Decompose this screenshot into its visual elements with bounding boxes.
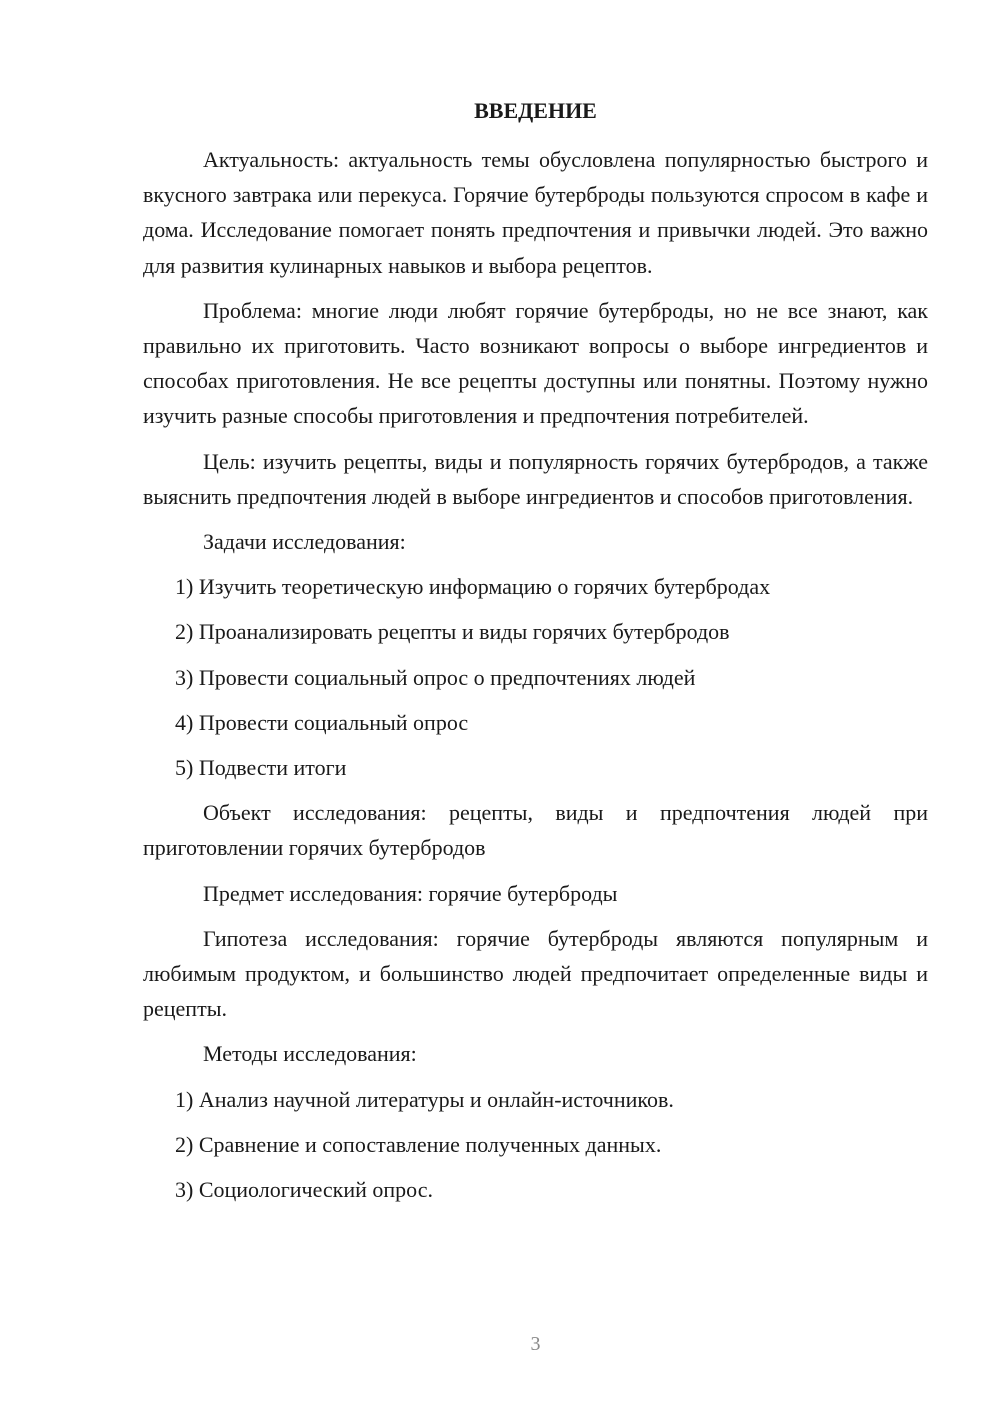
document-body (143, 142, 928, 1217)
object-paragraph: Объект исследования: рецепты, виды и предпочтения людей при приготовлении горячих бутербродов (143, 800, 928, 861)
method-item-2: 2) Сравнение и сопоставление полученных данных. (175, 1131, 662, 1157)
problem-paragraph: Проблема: многие люди любят горячие бутерброды, но не все знают, как правильно их приготовить. Часто возникают вопросы о выборе ингредиентов и способах приготовления. Не все рецепты доступны или понятны. Поэтому нужно изучить разные способы приготовления и предпочтения потребителей. (143, 297, 928, 429)
page-title: ВВЕДЕНИЕ (474, 98, 597, 123)
subject-paragraph: Предмет исследования: горячие бутерброды (203, 880, 618, 906)
tasks-heading: Задачи исследования: (203, 529, 406, 555)
task-item-3: 3) Провести социальный опрос о предпочтениях людей (175, 664, 696, 690)
method-item-1: 1) Анализ научной литературы и онлайн-источников. (175, 1086, 674, 1112)
relevance-paragraph: Актуальность: актуальность темы обусловлена популярностью быстрого и вкусного завтрака или перекуса. Горячие бутерброды пользуются спросом в кафе и дома. Исследование помогает понять предпочтения и привычки людей. Это важно для развития кулинарных навыков и выбора рецептов. (143, 147, 928, 278)
hypothesis-paragraph: Гипотеза исследования: горячие бутерброды являются популярным и любимым продуктом, и большинство людей предпочитает определенные виды и рецепты. (143, 925, 928, 1022)
document-page (143, 0, 928, 1414)
page-number: 3 (530, 1333, 541, 1355)
task-item-4: 4) Провести социальный опрос (175, 709, 469, 735)
methods-heading: Методы исследования: (203, 1041, 417, 1067)
goal-paragraph: Цель: изучить рецепты, виды и популярность горячих бутербродов, а также выяснить предпочтения людей в выборе ингредиентов и способов приготовления. (143, 448, 928, 509)
task-item-1: 1) Изучить теоретическую информацию о горячих бутербродах (175, 574, 771, 600)
method-item-3: 3) Социологический опрос. (175, 1177, 433, 1203)
task-item-2: 2) Проанализировать рецепты и виды горячих бутербродов (175, 619, 730, 645)
task-item-5: 5) Подвести итоги (175, 755, 347, 781)
